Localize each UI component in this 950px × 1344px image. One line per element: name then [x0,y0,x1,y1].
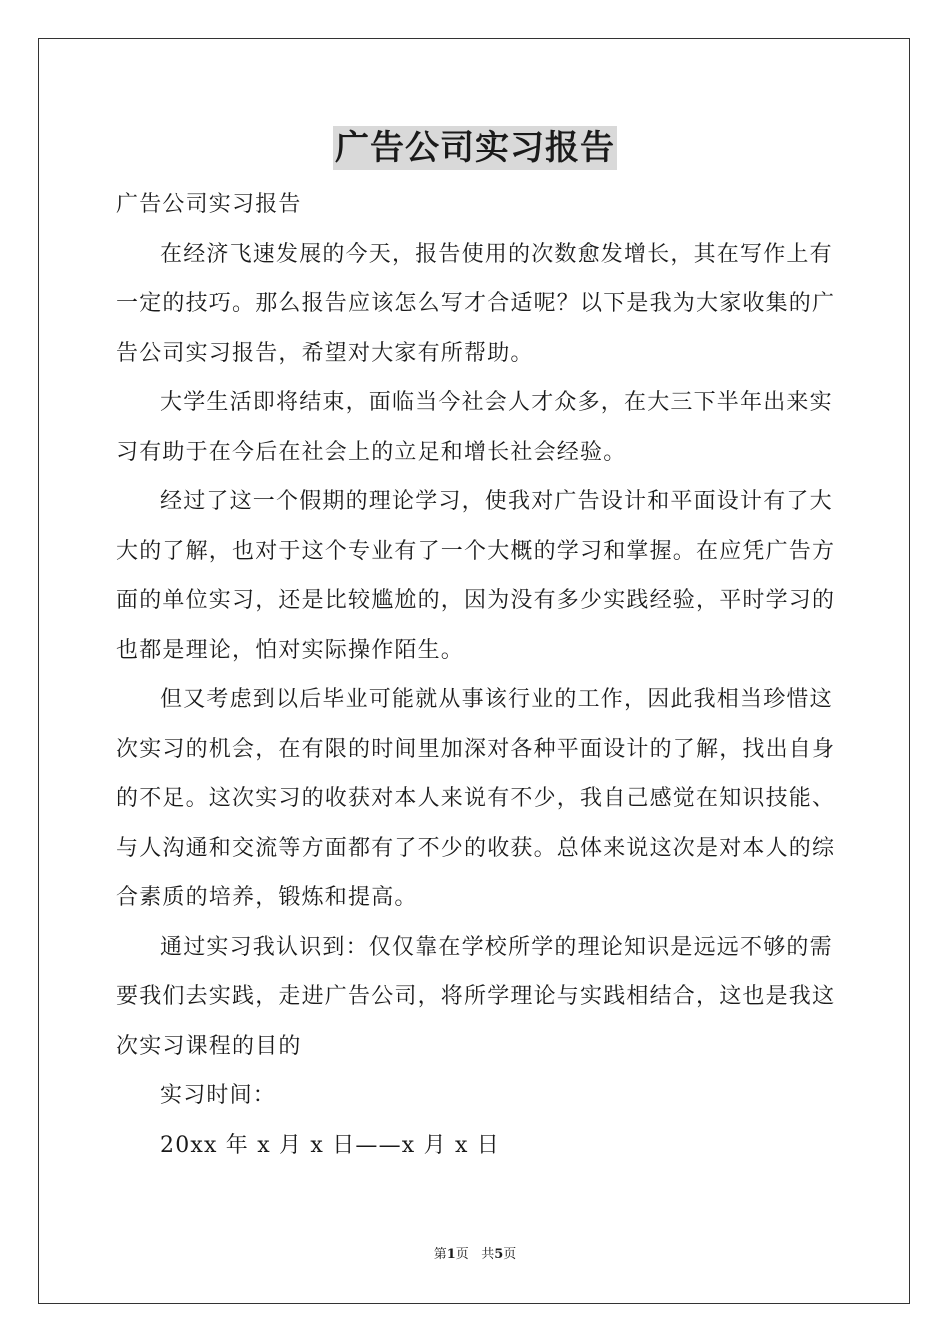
internship-time-label: 实习时间： [160,1083,277,1108]
title-container [0,126,950,170]
footer-page-label: 页 [455,1247,469,1262]
document-body [116,180,836,1170]
page-footer [0,1246,950,1264]
footer-prefix: 第 [433,1247,447,1262]
paragraph-internship-value: 但又考虑到以后毕业可能就从事该行业的工作，因此我相当珍惜这次实习的机会，在有限的时间里加深对各种平面设计的了解，找出自身的不足。这次实习的收获对本人来说有不少，我自己感觉在知识技能、与人沟通和交流等方面都有了不少的收获。总体来说这次是对本人的综合素质的培养，锻炼和提高。 [116,687,836,910]
document-title: 广告公司实习报告 [335,128,615,168]
document-subtitle: 广告公司实习报告 [116,192,302,217]
paragraph-realization: 通过实习我认识到：仅仅靠在学校所学的理论知识是远远不够的需要我们去实践，走进广告公司，将所学理论与实践相结合，这也是我这次实习课程的目的 [116,934,836,1059]
footer-total-prefix: 共 [481,1247,495,1262]
footer-total-suffix: 页 [503,1247,517,1262]
paragraph-theory-study: 经过了这一个假期的理论学习，使我对广告设计和平面设计有了大大的了解，也对于这个专业有了一个大概的学习和掌握。在应凭广告方面的单位实习，还是比较尴尬的，因为没有多少实践经验，平时学习的也都是理论，怕对实际操作陌生。 [116,489,836,663]
internship-date-range: 20xx 年 x 月 x 日——x 月 x 日 [160,1132,500,1158]
paragraph-intro: 在经济飞速发展的今天，报告使用的次数愈发增长，其在写作上有一定的技巧。那么报告应该怎么写才合适呢？以下是我为大家收集的广告公司实习报告，希望对大家有所帮助。 [116,241,836,366]
footer-total-pages: 5 [494,1247,504,1262]
paragraph-graduation: 大学生活即将结束，面临当今社会人才众多，在大三下半年出来实习有助于在今后在社会上的立足和增长社会经验。 [116,390,833,465]
footer-current-page: 1 [446,1247,456,1262]
